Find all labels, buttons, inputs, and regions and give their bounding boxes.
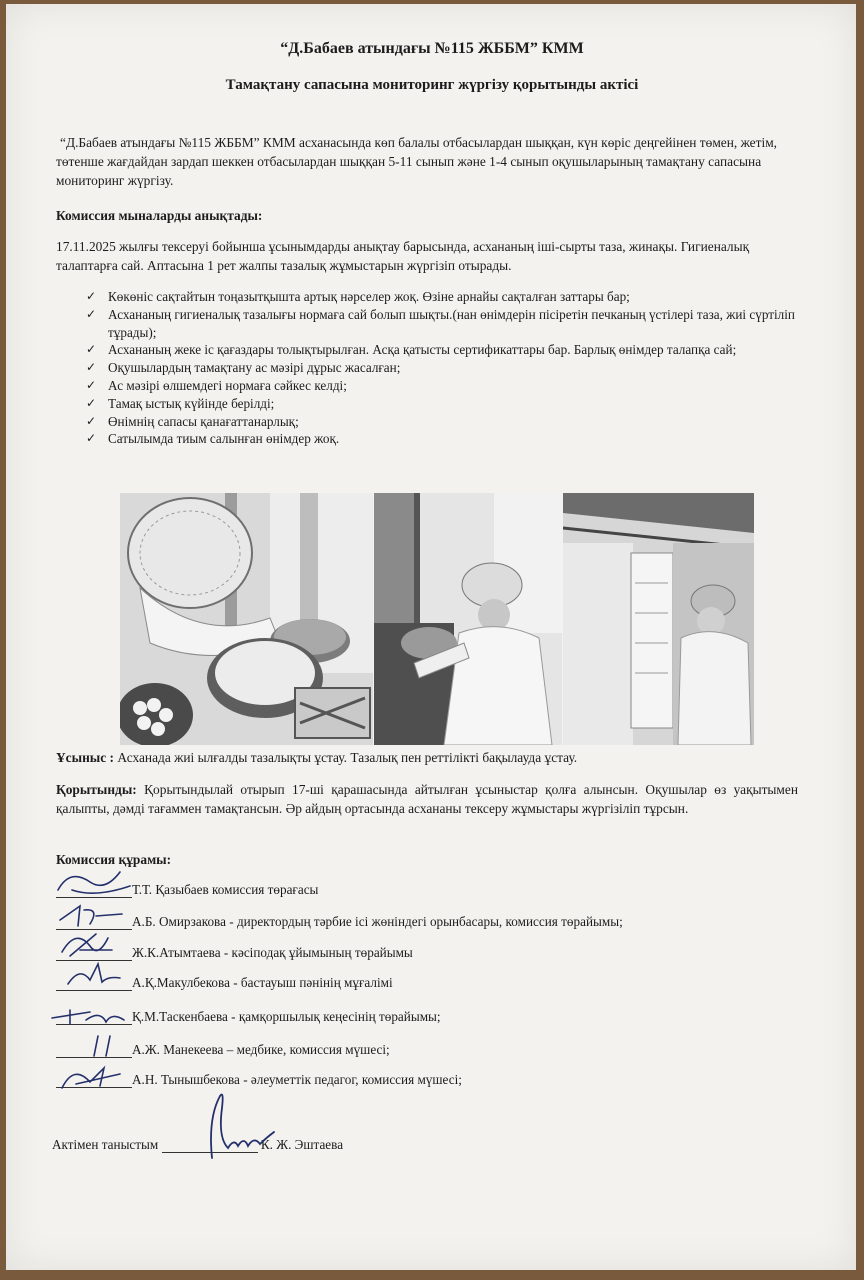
check-icon: ✓: [86, 289, 97, 303]
member-name: А.Н. Тынышбекова - әлеуметтік педагог, комиссия мүшесі;: [132, 1072, 462, 1087]
recommendation-label: Ұсыныс :: [56, 750, 114, 765]
list-item: ✓ Көкөніс сақтайтын тоңазытқышта артық нәрселер жоқ. Өзіне арнайы сақталған заттары бар;: [86, 289, 630, 304]
commission-heading: Комиссия құрамы:: [56, 852, 172, 867]
check-icon: ✓: [86, 306, 97, 321]
check-icon: ✓: [86, 360, 97, 375]
recommendation-text: Асханада жиі ылғалды тазалықты ұстау. Тазалық пен реттілікті бақылауда ұстау.: [117, 750, 578, 765]
list-item: ✓ Ас мәзірі өлшемдегі нормаға сәйкес келді;: [86, 377, 347, 393]
acknowledgement-name: К. Ж. Эштаева: [260, 1137, 344, 1152]
recommendation: [56, 748, 816, 767]
member-name: Т.Т. Қазыбаев комиссия төрағасы: [132, 882, 319, 897]
check-icon: ✓: [86, 413, 97, 428]
check-icon: ✓: [86, 377, 97, 392]
check-icon: ✓: [86, 395, 97, 410]
kitchen-photo-3: [563, 493, 754, 745]
member-name: А.Б. Омирзакова - директордың тәрбие ісі жөніндегі орынбасары, комиссия төрайымы;: [132, 914, 623, 929]
conclusion: [56, 780, 798, 818]
member-name: Ж.К.Атымтаева - кәсіподақ ұйымының төрайымы: [132, 945, 413, 960]
kitchen-photo-2: [374, 493, 562, 745]
list-item: ✓ Асхананың гигиеналық тазалығы нормаға сай болып шықты.(нан өнімдерін пісіретін печканың үстілері таза, жиі сүртіліп тұрады);: [86, 306, 795, 340]
kitchen-photo-1: [120, 493, 373, 745]
findings-paragraph: 17.11.2025 жылғы тексеруі бойынша ұсынымдарды анықтау барысында, асхананың іші-сырты таза, жинақы. Гигиеналық талаптарға сай. Аптасына 1 рет жалпы тазалық жұмыстарын жүргізіп отырады.: [56, 239, 750, 273]
intro-paragraph: “Д.Бабаев атындағы №115 ЖББМ” КММ асханасында көп балалы отбасылардан шыққан, күн көріс деңгейінен төмен, жетім, төтенше жағдайдан зардап шеккен отбасылардан шыққан 5-11 сынып және 1-4 сынып оқушыларының тамақтану сапасына мониторинг жүргізу.: [56, 135, 778, 188]
findings-heading: Комиссия мыналарды анықтады:: [56, 208, 263, 223]
director-signature: [190, 1088, 280, 1163]
list-item: ✓ Асхананың жеке іс қағаздары толықтырылған. Асқа қатысты сертификаттары бар. Барлық өнімдер талапқа сай;: [86, 342, 737, 358]
conclusion-text: Қорытындылай отырып 17-ші қарашасында айтылған ұсыныстар қолға алынсын. Оқушылар өз уақытымен қалыпты, дәмді тағаммен тамақтансын. Әр айдың ортасында асхананы тексеру жұмыстары жүргізіліп тұрсын.: [56, 782, 798, 816]
document-title: Тамақтану сапасына мониторинг жүргізу қорытынды актісі: [225, 77, 639, 93]
list-item: ✓ Сатылымда тиым салынған өнімдер жоқ.: [86, 431, 340, 447]
check-icon: ✓: [86, 431, 97, 446]
check-icon: ✓: [86, 342, 97, 357]
acknowledgement-label: Актімен таныстым: [52, 1137, 159, 1152]
findings-checklist: [86, 288, 806, 448]
org-title: “Д.Бабаев атындағы №115 ЖББМ” КММ: [280, 40, 584, 57]
conclusion-label: Қорытынды:: [56, 782, 137, 797]
list-item: ✓ Өнімнің сапасы қанағаттанарлық;: [86, 413, 299, 429]
member-name: Қ.М.Таскенбаева - қамқоршылық кеңесінің төрайымы;: [132, 1009, 441, 1024]
list-item: ✓ Тамақ ыстық күйінде берілді;: [86, 395, 275, 411]
signatures-handwritten: [50, 860, 150, 1100]
list-item: ✓ Оқушылардың тамақтану ас мәзірі дұрыс жасалған;: [86, 360, 401, 376]
member-name: А.Қ.Макулбекова - бастауыш пәнінің мұғалімі: [132, 975, 393, 990]
member-name: А.Ж. Манекеева – медбике, комиссия мүшесі;: [132, 1042, 390, 1057]
